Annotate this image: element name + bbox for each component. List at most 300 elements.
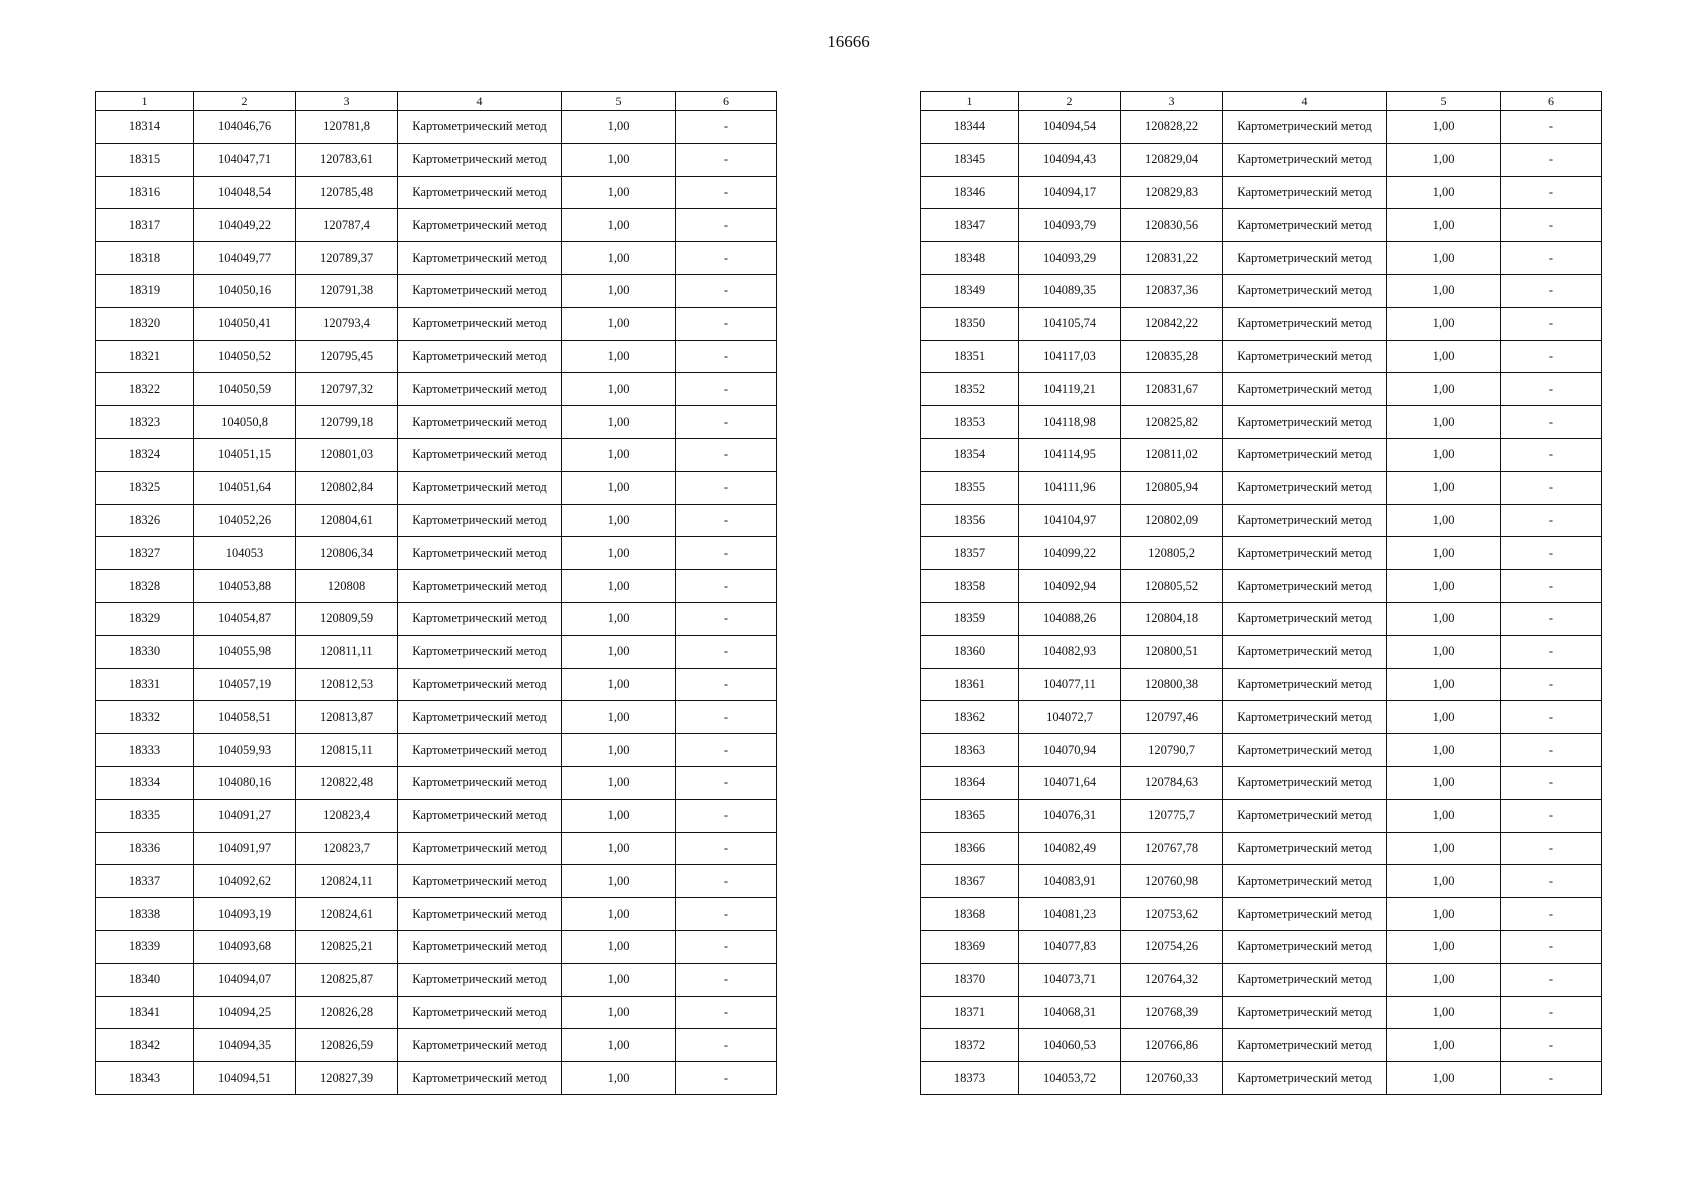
- note-cell: -: [1501, 504, 1602, 537]
- note-cell: -: [1501, 438, 1602, 471]
- y-coordinate-cell: 120823,7: [296, 832, 398, 865]
- accuracy-cell: 1,00: [1387, 701, 1501, 734]
- table-row: [96, 766, 777, 799]
- x-coordinate-cell: 104093,79: [1019, 209, 1121, 242]
- method-cell: Картометрический метод: [1223, 963, 1387, 996]
- y-coordinate-cell: 120815,11: [296, 734, 398, 767]
- x-coordinate-cell: 104053,88: [194, 570, 296, 603]
- x-coordinate-cell: 104059,93: [194, 734, 296, 767]
- point-number-cell: 18339: [96, 930, 194, 963]
- method-cell: Картометрический метод: [398, 406, 562, 439]
- point-number-cell: 18326: [96, 504, 194, 537]
- accuracy-cell: 1,00: [1387, 766, 1501, 799]
- accuracy-cell: 1,00: [562, 406, 676, 439]
- point-number-cell: 18345: [921, 143, 1019, 176]
- point-number-cell: 18369: [921, 930, 1019, 963]
- x-coordinate-cell: 104092,94: [1019, 570, 1121, 603]
- table-row: [921, 373, 1602, 406]
- method-cell: Картометрический метод: [1223, 996, 1387, 1029]
- point-number-cell: 18324: [96, 438, 194, 471]
- y-coordinate-cell: 120805,52: [1121, 570, 1223, 603]
- accuracy-cell: 1,00: [562, 898, 676, 931]
- table-row: [921, 209, 1602, 242]
- note-cell: -: [1501, 602, 1602, 635]
- method-cell: Картометрический метод: [1223, 602, 1387, 635]
- point-number-cell: 18333: [96, 734, 194, 767]
- x-coordinate-cell: 104050,41: [194, 307, 296, 340]
- accuracy-cell: 1,00: [562, 930, 676, 963]
- accuracy-cell: 1,00: [562, 537, 676, 570]
- method-cell: Картометрический метод: [1223, 373, 1387, 406]
- note-cell: -: [676, 111, 777, 144]
- note-cell: -: [676, 570, 777, 603]
- x-coordinate-cell: 104091,97: [194, 832, 296, 865]
- x-coordinate-cell: 104046,76: [194, 111, 296, 144]
- y-coordinate-cell: 120824,61: [296, 898, 398, 931]
- y-coordinate-cell: 120797,32: [296, 373, 398, 406]
- method-cell: Картометрический метод: [1223, 209, 1387, 242]
- accuracy-cell: 1,00: [562, 996, 676, 1029]
- point-number-cell: 18366: [921, 832, 1019, 865]
- table-row: [96, 340, 777, 373]
- note-cell: -: [676, 799, 777, 832]
- note-cell: -: [676, 930, 777, 963]
- note-cell: -: [1501, 996, 1602, 1029]
- table-row: [96, 963, 777, 996]
- note-cell: -: [676, 996, 777, 1029]
- point-number-cell: 18322: [96, 373, 194, 406]
- method-cell: Картометрический метод: [398, 668, 562, 701]
- note-cell: -: [1501, 340, 1602, 373]
- method-cell: Картометрический метод: [1223, 111, 1387, 144]
- accuracy-cell: 1,00: [1387, 537, 1501, 570]
- x-coordinate-cell: 104058,51: [194, 701, 296, 734]
- note-cell: -: [1501, 307, 1602, 340]
- x-coordinate-cell: 104051,15: [194, 438, 296, 471]
- x-coordinate-cell: 104093,29: [1019, 242, 1121, 275]
- accuracy-cell: 1,00: [1387, 471, 1501, 504]
- method-cell: Картометрический метод: [398, 176, 562, 209]
- table-row: [96, 832, 777, 865]
- method-cell: Картометрический метод: [1223, 537, 1387, 570]
- point-number-cell: 18323: [96, 406, 194, 439]
- table-row: [921, 734, 1602, 767]
- table-row: [96, 537, 777, 570]
- y-coordinate-cell: 120760,98: [1121, 865, 1223, 898]
- y-coordinate-cell: 120835,28: [1121, 340, 1223, 373]
- y-coordinate-cell: 120802,09: [1121, 504, 1223, 537]
- method-cell: Картометрический метод: [1223, 832, 1387, 865]
- point-number-cell: 18338: [96, 898, 194, 931]
- table-row: [921, 570, 1602, 603]
- point-number-cell: 18340: [96, 963, 194, 996]
- x-coordinate-cell: 104081,23: [1019, 898, 1121, 931]
- method-cell: Картометрический метод: [1223, 734, 1387, 767]
- y-coordinate-cell: 120768,39: [1121, 996, 1223, 1029]
- y-coordinate-cell: 120802,84: [296, 471, 398, 504]
- point-number-cell: 18351: [921, 340, 1019, 373]
- x-coordinate-cell: 104111,96: [1019, 471, 1121, 504]
- method-cell: Картометрический метод: [398, 307, 562, 340]
- point-number-cell: 18317: [96, 209, 194, 242]
- table-row: [921, 996, 1602, 1029]
- accuracy-cell: 1,00: [562, 1062, 676, 1095]
- table-row: [96, 307, 777, 340]
- x-coordinate-cell: 104094,25: [194, 996, 296, 1029]
- method-cell: Картометрический метод: [398, 799, 562, 832]
- y-coordinate-cell: 120824,11: [296, 865, 398, 898]
- method-cell: Картометрический метод: [1223, 406, 1387, 439]
- note-cell: -: [676, 307, 777, 340]
- y-coordinate-cell: 120766,86: [1121, 1029, 1223, 1062]
- x-coordinate-cell: 104114,95: [1019, 438, 1121, 471]
- table-row: [921, 176, 1602, 209]
- method-cell: Картометрический метод: [398, 111, 562, 144]
- x-coordinate-cell: 104053: [194, 537, 296, 570]
- accuracy-cell: 1,00: [562, 635, 676, 668]
- note-cell: -: [1501, 832, 1602, 865]
- y-coordinate-cell: 120784,63: [1121, 766, 1223, 799]
- table-row: [921, 832, 1602, 865]
- note-cell: -: [676, 602, 777, 635]
- column-header: 3: [1121, 92, 1223, 111]
- y-coordinate-cell: 120793,4: [296, 307, 398, 340]
- y-coordinate-cell: 120785,48: [296, 176, 398, 209]
- method-cell: Картометрический метод: [1223, 143, 1387, 176]
- column-header: 1: [921, 92, 1019, 111]
- method-cell: Картометрический метод: [1223, 242, 1387, 275]
- y-coordinate-cell: 120837,36: [1121, 274, 1223, 307]
- method-cell: Картометрический метод: [1223, 274, 1387, 307]
- point-number-cell: 18352: [921, 373, 1019, 406]
- table-row: [921, 111, 1602, 144]
- note-cell: -: [676, 340, 777, 373]
- x-coordinate-cell: 104052,26: [194, 504, 296, 537]
- method-cell: Картометрический метод: [398, 865, 562, 898]
- x-coordinate-cell: 104089,35: [1019, 274, 1121, 307]
- y-coordinate-cell: 120825,82: [1121, 406, 1223, 439]
- point-number-cell: 18344: [921, 111, 1019, 144]
- x-coordinate-cell: 104094,51: [194, 1062, 296, 1095]
- table-row: [921, 438, 1602, 471]
- method-cell: Картометрический метод: [1223, 799, 1387, 832]
- table-row: [921, 1029, 1602, 1062]
- accuracy-cell: 1,00: [1387, 274, 1501, 307]
- x-coordinate-cell: 104083,91: [1019, 865, 1121, 898]
- column-header: 1: [96, 92, 194, 111]
- method-cell: Картометрический метод: [398, 734, 562, 767]
- y-coordinate-cell: 120753,62: [1121, 898, 1223, 931]
- accuracy-cell: 1,00: [562, 209, 676, 242]
- y-coordinate-cell: 120830,56: [1121, 209, 1223, 242]
- point-number-cell: 18325: [96, 471, 194, 504]
- table-row: [96, 701, 777, 734]
- x-coordinate-cell: 104054,87: [194, 602, 296, 635]
- point-number-cell: 18364: [921, 766, 1019, 799]
- accuracy-cell: 1,00: [1387, 307, 1501, 340]
- note-cell: -: [1501, 209, 1602, 242]
- accuracy-cell: 1,00: [1387, 602, 1501, 635]
- column-header: 4: [1223, 92, 1387, 111]
- note-cell: -: [1501, 274, 1602, 307]
- method-cell: Картометрический метод: [398, 143, 562, 176]
- point-number-cell: 18329: [96, 602, 194, 635]
- note-cell: -: [1501, 734, 1602, 767]
- y-coordinate-cell: 120783,61: [296, 143, 398, 176]
- table-row: [96, 570, 777, 603]
- x-coordinate-cell: 104060,53: [1019, 1029, 1121, 1062]
- x-coordinate-cell: 104053,72: [1019, 1062, 1121, 1095]
- accuracy-cell: 1,00: [562, 1029, 676, 1062]
- table-row: [96, 1029, 777, 1062]
- point-number-cell: 18367: [921, 865, 1019, 898]
- accuracy-cell: 1,00: [562, 340, 676, 373]
- accuracy-cell: 1,00: [1387, 963, 1501, 996]
- accuracy-cell: 1,00: [562, 373, 676, 406]
- method-cell: Картометрический метод: [398, 766, 562, 799]
- method-cell: Картометрический метод: [1223, 865, 1387, 898]
- point-number-cell: 18320: [96, 307, 194, 340]
- point-number-cell: 18331: [96, 668, 194, 701]
- point-number-cell: 18368: [921, 898, 1019, 931]
- accuracy-cell: 1,00: [1387, 373, 1501, 406]
- accuracy-cell: 1,00: [1387, 570, 1501, 603]
- note-cell: -: [676, 832, 777, 865]
- column-header: 2: [194, 92, 296, 111]
- y-coordinate-cell: 120805,2: [1121, 537, 1223, 570]
- x-coordinate-cell: 104094,43: [1019, 143, 1121, 176]
- y-coordinate-cell: 120754,26: [1121, 930, 1223, 963]
- note-cell: -: [676, 701, 777, 734]
- method-cell: Картометрический метод: [398, 930, 562, 963]
- note-cell: -: [676, 438, 777, 471]
- note-cell: -: [1501, 963, 1602, 996]
- y-coordinate-cell: 120831,22: [1121, 242, 1223, 275]
- y-coordinate-cell: 120805,94: [1121, 471, 1223, 504]
- point-number-cell: 18316: [96, 176, 194, 209]
- table-row: [96, 602, 777, 635]
- point-number-cell: 18362: [921, 701, 1019, 734]
- x-coordinate-cell: 104049,22: [194, 209, 296, 242]
- y-coordinate-cell: 120825,87: [296, 963, 398, 996]
- table-row: [921, 406, 1602, 439]
- note-cell: -: [676, 504, 777, 537]
- x-coordinate-cell: 104049,77: [194, 242, 296, 275]
- table-row: [96, 930, 777, 963]
- y-coordinate-cell: 120804,61: [296, 504, 398, 537]
- note-cell: -: [1501, 570, 1602, 603]
- y-coordinate-cell: 120764,32: [1121, 963, 1223, 996]
- y-coordinate-cell: 120775,7: [1121, 799, 1223, 832]
- coordinates-table-left: [95, 91, 777, 1095]
- accuracy-cell: 1,00: [562, 307, 676, 340]
- column-header: 4: [398, 92, 562, 111]
- point-number-cell: 18353: [921, 406, 1019, 439]
- page-number: 16666: [827, 32, 870, 51]
- y-coordinate-cell: 120800,51: [1121, 635, 1223, 668]
- point-number-cell: 18358: [921, 570, 1019, 603]
- x-coordinate-cell: 104117,03: [1019, 340, 1121, 373]
- method-cell: Картометрический метод: [1223, 635, 1387, 668]
- x-coordinate-cell: 104118,98: [1019, 406, 1121, 439]
- x-coordinate-cell: 104094,17: [1019, 176, 1121, 209]
- accuracy-cell: 1,00: [562, 602, 676, 635]
- accuracy-cell: 1,00: [562, 111, 676, 144]
- note-cell: -: [676, 176, 777, 209]
- x-coordinate-cell: 104071,64: [1019, 766, 1121, 799]
- point-number-cell: 18359: [921, 602, 1019, 635]
- x-coordinate-cell: 104105,74: [1019, 307, 1121, 340]
- method-cell: Картометрический метод: [398, 832, 562, 865]
- table-row: [96, 373, 777, 406]
- method-cell: Картометрический метод: [1223, 307, 1387, 340]
- y-coordinate-cell: 120831,67: [1121, 373, 1223, 406]
- note-cell: -: [676, 471, 777, 504]
- point-number-cell: 18319: [96, 274, 194, 307]
- accuracy-cell: 1,00: [562, 734, 676, 767]
- point-number-cell: 18342: [96, 1029, 194, 1062]
- table-row: [96, 635, 777, 668]
- table-row: [96, 143, 777, 176]
- note-cell: -: [1501, 799, 1602, 832]
- accuracy-cell: 1,00: [1387, 209, 1501, 242]
- y-coordinate-cell: 120791,38: [296, 274, 398, 307]
- point-number-cell: 18365: [921, 799, 1019, 832]
- column-header: 5: [1387, 92, 1501, 111]
- note-cell: -: [676, 635, 777, 668]
- method-cell: Картометрический метод: [398, 1062, 562, 1095]
- table-row: [96, 242, 777, 275]
- method-cell: Картометрический метод: [398, 471, 562, 504]
- y-coordinate-cell: 120795,45: [296, 340, 398, 373]
- point-number-cell: 18314: [96, 111, 194, 144]
- point-number-cell: 18330: [96, 635, 194, 668]
- table-row: [921, 701, 1602, 734]
- y-coordinate-cell: 120811,11: [296, 635, 398, 668]
- accuracy-cell: 1,00: [562, 471, 676, 504]
- x-coordinate-cell: 104088,26: [1019, 602, 1121, 635]
- y-coordinate-cell: 120767,78: [1121, 832, 1223, 865]
- x-coordinate-cell: 104051,64: [194, 471, 296, 504]
- point-number-cell: 18346: [921, 176, 1019, 209]
- method-cell: Картометрический метод: [398, 996, 562, 1029]
- y-coordinate-cell: 120787,4: [296, 209, 398, 242]
- accuracy-cell: 1,00: [1387, 996, 1501, 1029]
- accuracy-cell: 1,00: [562, 438, 676, 471]
- y-coordinate-cell: 120799,18: [296, 406, 398, 439]
- accuracy-cell: 1,00: [1387, 242, 1501, 275]
- method-cell: Картометрический метод: [398, 438, 562, 471]
- note-cell: -: [676, 1029, 777, 1062]
- y-coordinate-cell: 120826,59: [296, 1029, 398, 1062]
- note-cell: -: [1501, 242, 1602, 275]
- accuracy-cell: 1,00: [1387, 111, 1501, 144]
- x-coordinate-cell: 104094,35: [194, 1029, 296, 1062]
- y-coordinate-cell: 120781,8: [296, 111, 398, 144]
- point-number-cell: 18321: [96, 340, 194, 373]
- table-row: [96, 111, 777, 144]
- method-cell: Картометрический метод: [398, 504, 562, 537]
- table-row: [921, 537, 1602, 570]
- x-coordinate-cell: 104094,07: [194, 963, 296, 996]
- table-row: [96, 504, 777, 537]
- note-cell: -: [1501, 766, 1602, 799]
- y-coordinate-cell: 120808: [296, 570, 398, 603]
- method-cell: Картометрический метод: [1223, 766, 1387, 799]
- x-coordinate-cell: 104073,71: [1019, 963, 1121, 996]
- x-coordinate-cell: 104072,7: [1019, 701, 1121, 734]
- method-cell: Картометрический метод: [1223, 1062, 1387, 1095]
- method-cell: Картометрический метод: [1223, 930, 1387, 963]
- note-cell: -: [1501, 865, 1602, 898]
- note-cell: -: [676, 668, 777, 701]
- accuracy-cell: 1,00: [562, 963, 676, 996]
- note-cell: -: [1501, 898, 1602, 931]
- column-header: 6: [676, 92, 777, 111]
- x-coordinate-cell: 104082,93: [1019, 635, 1121, 668]
- table-row: [96, 1062, 777, 1095]
- x-coordinate-cell: 104077,83: [1019, 930, 1121, 963]
- method-cell: Картометрический метод: [1223, 471, 1387, 504]
- y-coordinate-cell: 120801,03: [296, 438, 398, 471]
- table-row: [96, 438, 777, 471]
- x-coordinate-cell: 104048,54: [194, 176, 296, 209]
- x-coordinate-cell: 104050,16: [194, 274, 296, 307]
- coordinates-table-right: [920, 91, 1602, 1095]
- y-coordinate-cell: 120813,87: [296, 701, 398, 734]
- note-cell: -: [1501, 537, 1602, 570]
- table-row: [921, 930, 1602, 963]
- x-coordinate-cell: 104068,31: [1019, 996, 1121, 1029]
- note-cell: -: [1501, 176, 1602, 209]
- accuracy-cell: 1,00: [562, 143, 676, 176]
- note-cell: -: [676, 734, 777, 767]
- point-number-cell: 18370: [921, 963, 1019, 996]
- y-coordinate-cell: 120828,22: [1121, 111, 1223, 144]
- point-number-cell: 18361: [921, 668, 1019, 701]
- x-coordinate-cell: 104055,98: [194, 635, 296, 668]
- method-cell: Картометрический метод: [398, 898, 562, 931]
- note-cell: -: [676, 406, 777, 439]
- x-coordinate-cell: 104099,22: [1019, 537, 1121, 570]
- point-number-cell: 18343: [96, 1062, 194, 1095]
- table-row: [921, 307, 1602, 340]
- table-row: [921, 340, 1602, 373]
- table-row: [96, 799, 777, 832]
- note-cell: -: [1501, 406, 1602, 439]
- table-row: [921, 242, 1602, 275]
- point-number-cell: 18341: [96, 996, 194, 1029]
- point-number-cell: 18373: [921, 1062, 1019, 1095]
- method-cell: Картометрический метод: [398, 340, 562, 373]
- method-cell: Картометрический метод: [1223, 1029, 1387, 1062]
- method-cell: Картометрический метод: [398, 602, 562, 635]
- accuracy-cell: 1,00: [1387, 176, 1501, 209]
- note-cell: -: [676, 898, 777, 931]
- point-number-cell: 18335: [96, 799, 194, 832]
- point-number-cell: 18337: [96, 865, 194, 898]
- x-coordinate-cell: 104104,97: [1019, 504, 1121, 537]
- table-row: [921, 471, 1602, 504]
- accuracy-cell: 1,00: [1387, 143, 1501, 176]
- accuracy-cell: 1,00: [562, 176, 676, 209]
- y-coordinate-cell: 120823,4: [296, 799, 398, 832]
- note-cell: -: [1501, 373, 1602, 406]
- point-number-cell: 18349: [921, 274, 1019, 307]
- note-cell: -: [1501, 668, 1602, 701]
- table-row: [96, 176, 777, 209]
- method-cell: Картометрический метод: [1223, 668, 1387, 701]
